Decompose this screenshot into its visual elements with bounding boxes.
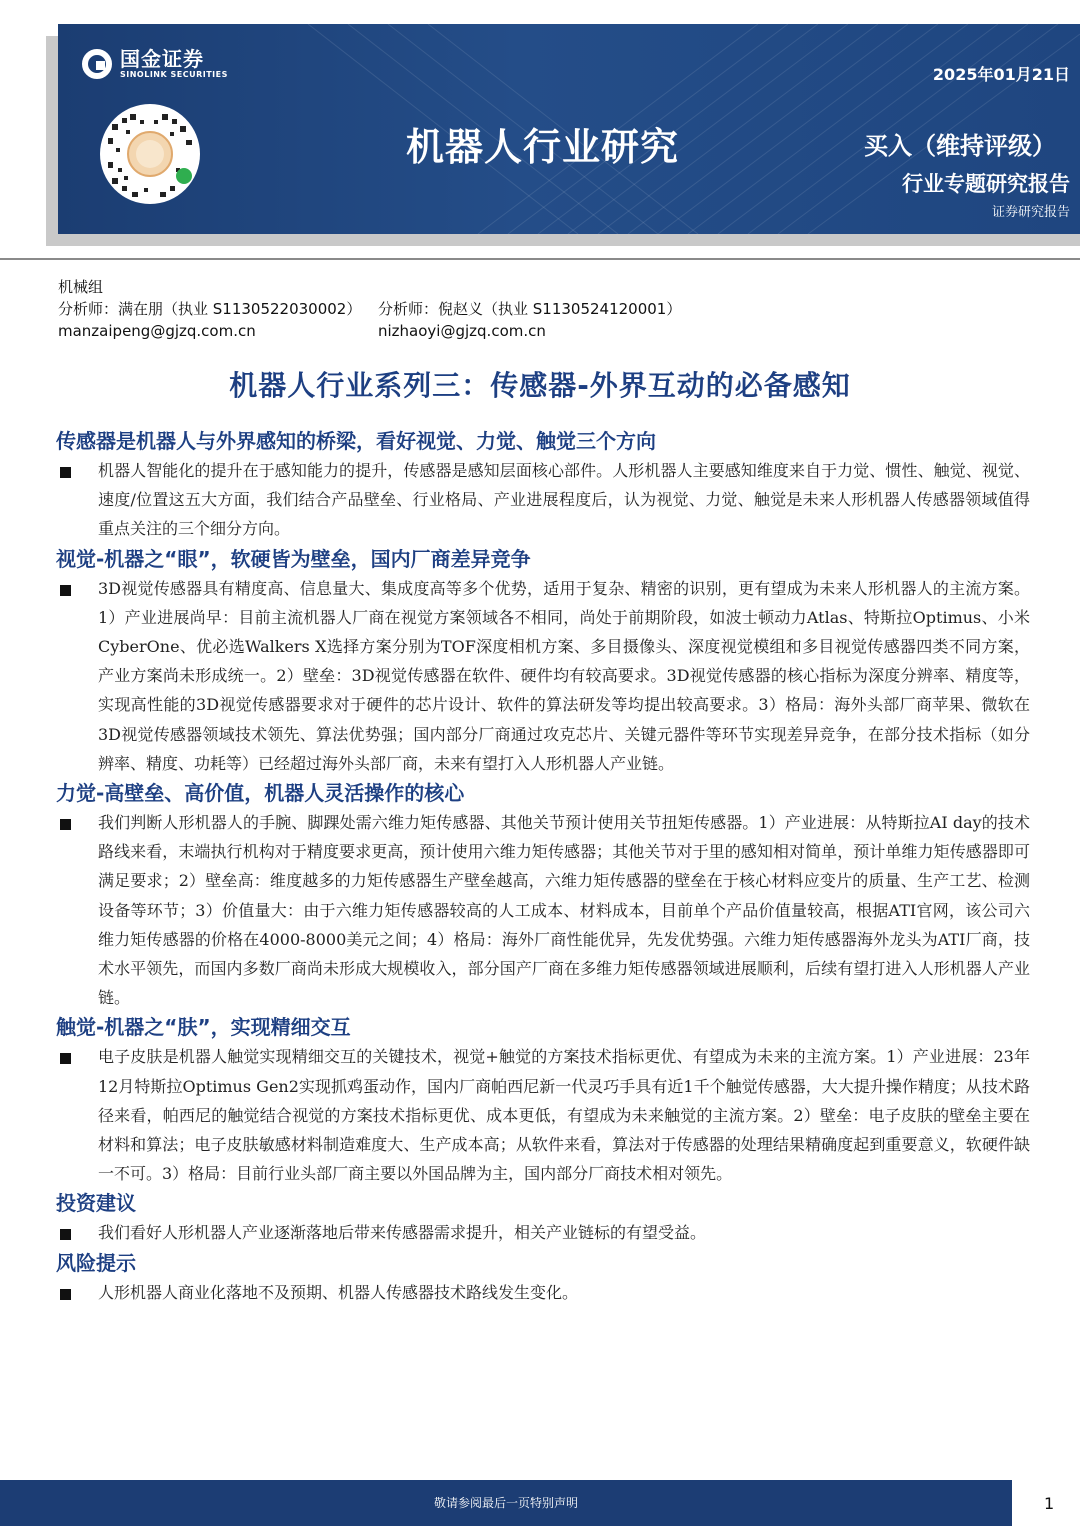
bullet-icon xyxy=(60,585,71,596)
section-heading: 触觉-机器之“肤”，实现精细交互 xyxy=(56,1015,351,1040)
section-investment xyxy=(56,1188,1030,1247)
report-category: 证券研究报告 xyxy=(991,205,1070,220)
qr-code[interactable] xyxy=(100,104,200,204)
footer-notice: 敬请参阅最后一页特别声明 xyxy=(433,1496,578,1510)
company-logo xyxy=(82,48,228,79)
analyst-1: 分析师：满在朋（执业 S1130522030002） xyxy=(58,300,362,318)
section-sensors xyxy=(56,426,1030,544)
section-heading: 风险提示 xyxy=(56,1250,136,1275)
section-text: 机器人智能化的提升在于感知能力的提升，传感器是感知层面核心部件。人形机器人主要感知维度来自于力觉、惯性、触觉、视觉、速度/位置这五大方面，我们结合产品壁垒、行业格局、产业进展程度后，认为视觉、力觉、触觉是未来人形机器人传感器领域值得重点关注的三个细分方向。 xyxy=(98,461,1030,539)
bullet-icon xyxy=(60,1229,71,1240)
section-heading: 视觉-机器之“眼”，软硬皆为壁垒，国内厂商差异竞争 xyxy=(56,546,531,571)
logo-name-en: SINOLINK SECURITIES xyxy=(120,70,228,79)
section-heading: 传感器是机器人与外界感知的桥梁，看好视觉、力觉、触觉三个方向 xyxy=(56,429,656,453)
bullet-icon xyxy=(60,819,71,830)
section-vision xyxy=(56,544,1030,778)
report-type: 行业专题研究报告 xyxy=(902,172,1070,196)
section-force xyxy=(56,778,1030,1012)
banner-title: 机器人行业研究 xyxy=(406,125,680,169)
report-summary xyxy=(56,426,1030,1307)
divider xyxy=(0,258,1080,260)
analyst-2-email[interactable]: nizhaoyi@gjzq.com.cn xyxy=(378,322,546,340)
logo-icon xyxy=(82,49,112,79)
analyst-info xyxy=(58,276,682,342)
section-text: 我们判断人形机器人的手腕、脚踝处需六维力矩传感器、其他关节预计使用关节扭矩传感器。1）产业进展：从特斯拉AI day的技术路线来看，末端执行机构对于精度要求更高，预计使用六维力矩传感器；其他关节对于里的感知相对简单，预计单维力矩传感器即可满足要求；2）壁垒高：维度越多的力矩传感器生产壁垒越高，六维力矩传感器的壁垒在于核心材料应变片的质量、生产工艺、检测设备等环节；3）价值量大：由于六维力矩传感器较高的人工成本、材料成本，目前单个产品价值量较高，根据ATI官网，该公司六维力矩传感器的价格在4000-8000美元之间；4）格局：海外厂商性能优异，先发优势强。六维力矩传感器海外龙头为ATI厂商，技术水平领先，而国内多数厂商尚未形成大规模收入，部分国产厂商在多维力矩传感器领域进展顺利，后续有望打进入人形机器人产业链。 xyxy=(98,813,1030,1008)
research-group: 机械组 xyxy=(58,278,104,296)
analyst-1-email[interactable]: manzaipeng@gjzq.com.cn xyxy=(58,322,256,340)
section-text: 我们看好人形机器人产业逐渐落地后带来传感器需求提升，相关产业链标的有望受益。 xyxy=(98,1223,707,1243)
section-heading: 投资建议 xyxy=(56,1191,136,1216)
rating: 买入（维持评级） xyxy=(864,132,1056,160)
bullet-icon xyxy=(60,467,71,478)
report-date: 2025年01月21日 xyxy=(932,65,1070,84)
logo-name-cn: 国金证券 xyxy=(120,47,204,71)
section-text: 电子皮肤是机器人触觉实现精细交互的关键技术，视觉+触觉的方案技术指标更优、有望成为未来的主流方案。1）产业进展：23年12月特斯拉Optimus Gen2实现抓鸡蛋动作，国内厂商帕西尼新一代灵巧手具有近1千个触觉传感器，大大提升操作精度；从技术路径来看，帕西尼的触觉结合视觉的方案技术指标更优、成本更低，有望成为未来触觉的主流方案。2）壁垒：电子皮肤的壁垒主要在材料和算法；电子皮肤敏感材料制造难度大、生产成本高；从软件来看，算法对于传感器的处理结果精确度起到重要意义，软硬件缺一不可。3）格局：目前行业头部厂商主要以外国品牌为主，国内部分厂商技术相对领先。 xyxy=(98,1047,1030,1184)
bullet-icon xyxy=(60,1289,71,1300)
section-text: 人形机器人商业化落地不及预期、机器人传感器技术路线发生变化。 xyxy=(98,1282,579,1302)
section-heading: 力觉-高壁垒、高价值，机器人灵活操作的核心 xyxy=(56,781,465,806)
bullet-icon xyxy=(60,1053,71,1064)
section-touch xyxy=(56,1012,1030,1188)
section-text: 3D视觉传感器具有精度高、信息量大、集成度高等多个优势，适用于复杂、精密的识别，更有望成为未来人形机器人的主流方案。1）产业进展尚早：目前主流机器人厂商在视觉方案领域各不相同，尚处于前期阶段，如波士顿动力Atlas、特斯拉Optimus、小米CyberOne、优必选Walkers X选择方案分别为TOF深度相机方案、多目摄像头、深度视觉模组和多目视觉传感器四类不同方案，产业方案尚未形成统一。2）壁垒：3D视觉传感器在软件、硬件均有较高要求。3D视觉传感器的核心指标为深度分辨率、精度等，实现高性能的3D视觉传感器要求对于硬件的芯片设计、软件的算法研发等均提出较高要求。3）格局：海外头部厂商苹果、微软在3D视觉传感器领域技术领先、算法优势强；国内部分厂商通过攻克芯片、关键元器件等环节实现差异竞争，在部分技术指标（如分辨率、精度、功耗等）已经超过海外头部厂商，未来有望打入人形机器人产业链。 xyxy=(98,578,1030,773)
document-title: 机器人行业系列三：传感器-外界互动的必备感知 xyxy=(229,369,851,402)
report-banner xyxy=(58,24,1080,234)
page-number: 1 xyxy=(1044,1494,1055,1513)
analyst-2: 分析师：倪赵义（执业 S1130524120001） xyxy=(378,300,682,318)
section-risk xyxy=(56,1248,1030,1307)
qr-code-icon xyxy=(100,104,200,204)
